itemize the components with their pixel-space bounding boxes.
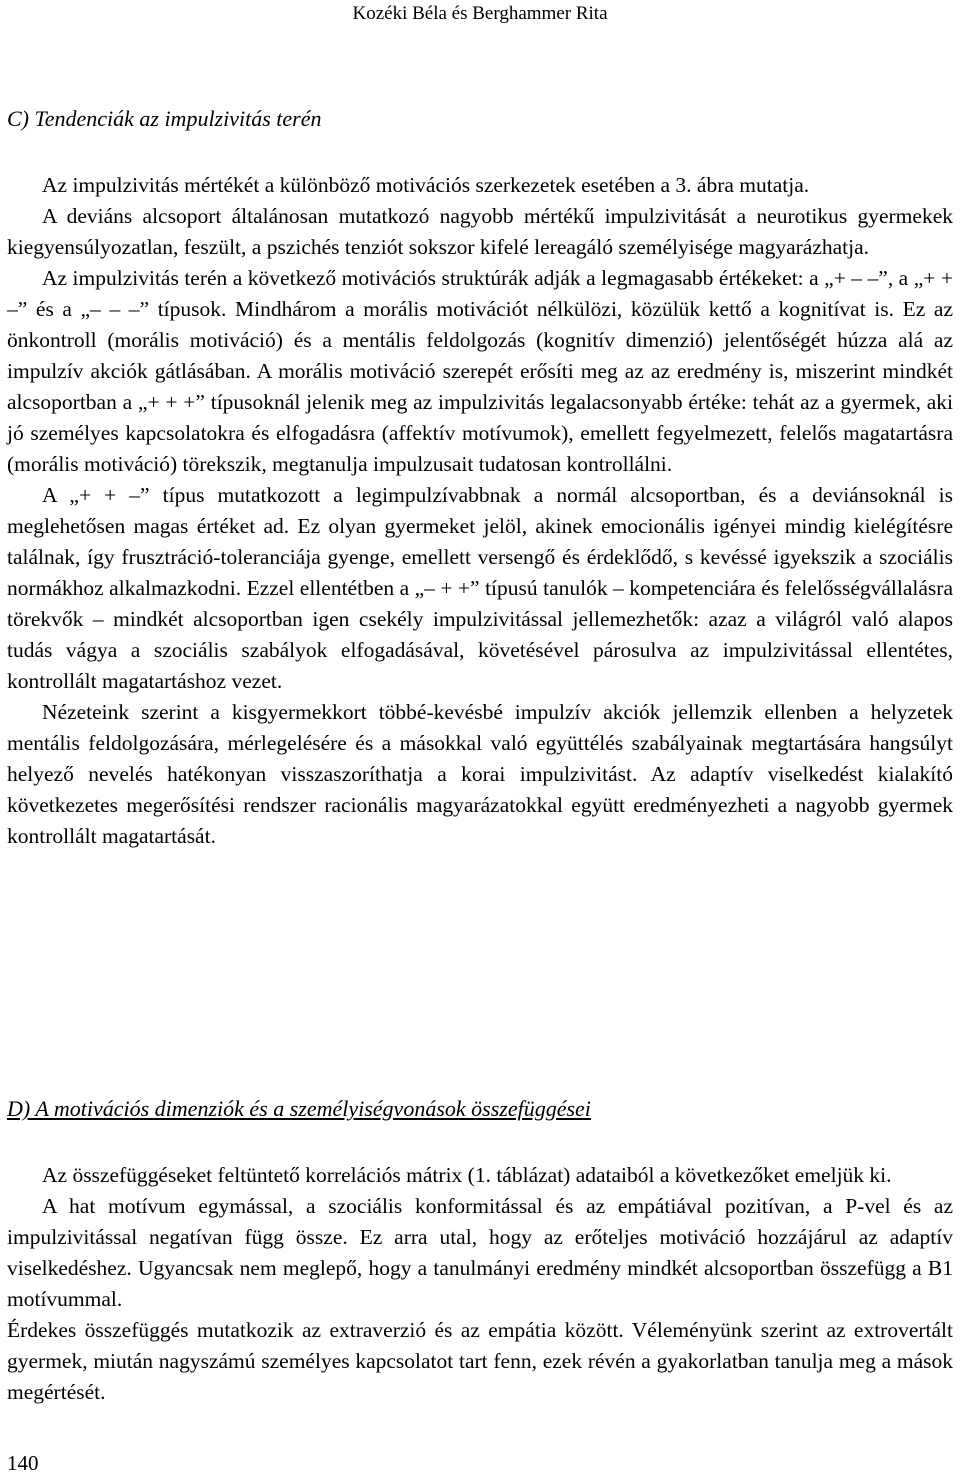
paragraph: Az impulzivitás mértékét a különböző motivációs szerkezetek esetében a 3. ábra mutatja. <box>42 173 810 197</box>
paragraph: A „+ + –” típus mutatkozott a legimpulzívabbnak a normál alcsoportban, és a deviánsoknál is meglehetősen magas értéket ad. Ez olyan gyermeket jelöl, akinek emocionális igényei mindig kielégítésre találnak, így frusztráció-toleranciája gyenge, emellett versengő és érdeklődő, s kevéssé igyekszik a szociális normákhoz alkalmazkodni. Ezzel ellentétben a „– + +” típusú tanulók – kompetenciára és felelősségvállalásra törekvők – mindkét alcsoportban igen csekély impulzivitással jellemezhetők: azaz a világról való alapos tudás vágya a szociális szabályok elfogadásával, követésével párosulva az impulzivitással ellentétes, kontrollált magatartáshoz vezet. <box>7 483 953 693</box>
page-number: 140 <box>7 1451 39 1475</box>
section-d-body <box>7 1160 953 1408</box>
paragraph: A hat motívum egymással, a szociális konformitással és az empátiával pozitívan, a P-vel és az impulzivitással negatívan függ össze. Ez arra utal, hogy az erőteljes motiváció hozzájárul az adaptív viselkedéshez. Ugyancsak nem meglepő, hogy a tanulmányi eredmény mindkét alcsoportban összefügg a B1 motívummal. <box>7 1194 953 1311</box>
paragraph: Nézeteink szerint a kisgyermekkort többé-kevésbé impulzív akciók jellemzik ellenben a helyzetek mentális feldolgozására, mérlegelésére és a másokkal való együttélés szabályainak megtartására hangsúlyt helyező nevelés hatékonyan visszaszoríthatja a korai impulzivitást. Az adaptív viselkedést kialakító következetes megerősítési rendszer racionális magyarázatokkal együtt eredményezheti a nagyobb gyermek kontrollált magatartását. <box>7 700 953 848</box>
running-header: Kozéki Béla és Berghammer Rita <box>352 3 608 24</box>
paragraph: Az összefüggéseket feltüntető korrelációs mátrix (1. táblázat) adataiból a következőket emeljük ki. <box>42 1163 892 1187</box>
paragraph: A deviáns alcsoport általánosan mutatkozó nagyobb mértékű impulzivitását a neurotikus gyermekek kiegyensúlyozatlan, feszült, a pszichés tenziót sokszor kifelé lereagáló személyisége magyarázhatja. <box>7 204 953 259</box>
section-c-body <box>7 170 953 852</box>
paragraph: Érdekes összefüggés mutatkozik az extraverzió és az empátia között. Véleményünk szerint az extrovertált gyermek, miután nagyszámú személyes kapcsolatot tart fenn, ezek révén a gyakorlatban tanulja meg a mások megértését. <box>7 1318 953 1404</box>
paragraph: Az impulzivitás terén a következő motivációs struktúrák adják a legmagasabb értékeket: a „+ – –”, a „+ + –” és a „– – –” típusok. Mindhárom a morális motivációt nélkülözi, közülük kettő a kognitívat is. Ez az önkontroll (morális motiváció) és a mentális feldolgozás (kognitív dimenzió) jelentőségét húzza alá az impulzív akciók gátlásában. A morális motiváció szerepét erősíti meg az az eredmény is, miszerint mindkét alcsoportban a „+ + +” típusoknál jelenik meg az impulzivitás legalacsonyabb értéke: tehát az a gyermek, aki jó személyes kapcsolatokra és elfogadásra (affektív motívumok), emellett fegyelmezett, felelős magatartásra (morális motiváció) törekszik, megtanulja impulzusait tudatosan kontrollálni. <box>7 266 953 476</box>
section-c-heading: C) Tendenciák az impulzivitás terén <box>7 106 322 131</box>
section-d-heading: D) A motivációs dimenziók és a személyiségvonások összefüggései <box>7 1096 591 1121</box>
